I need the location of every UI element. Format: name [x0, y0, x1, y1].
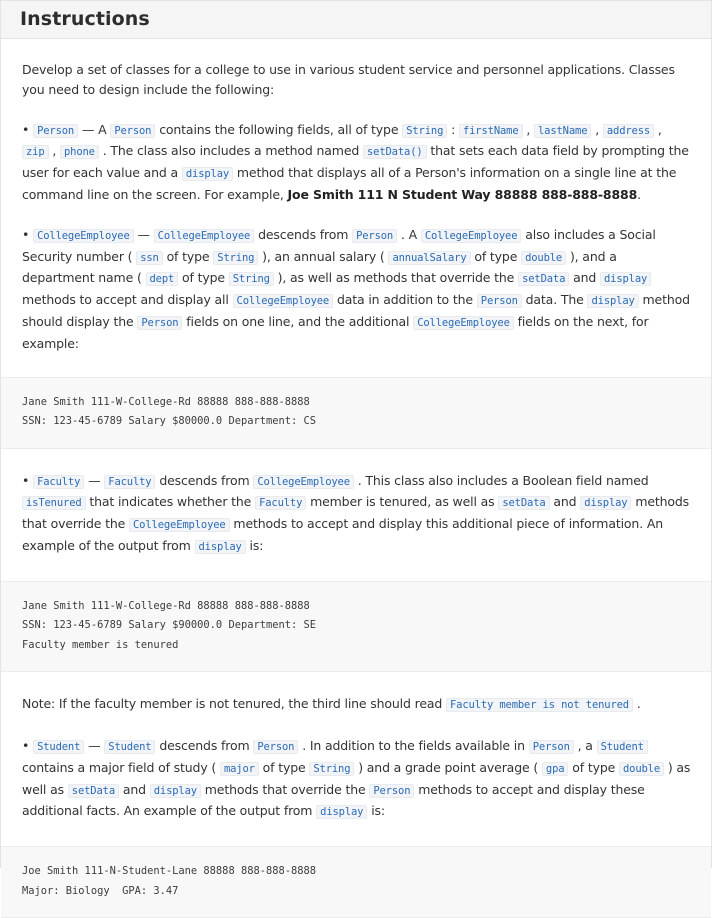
code-string: String [309, 762, 354, 776]
code-person: Person [352, 229, 397, 243]
text: ) as well as [22, 759, 691, 797]
code-display: display [600, 272, 651, 286]
bullet: • [22, 738, 30, 754]
code-student: Student [104, 740, 155, 754]
code-example-faculty: Jane Smith 111-W-College-Rd 88888 888-888-8888 SSN: 123-45-6789 Salary $90000.0 Department: SE Faculty member is tenured [1, 581, 711, 673]
code-double: double [521, 251, 566, 265]
code-not-tenured: Faculty member is not tenured [446, 698, 633, 712]
text: that indicates whether the [89, 494, 252, 510]
college-employee-paragraph [22, 205, 691, 354]
text: , [657, 121, 662, 137]
intro-paragraph: Develop a set of classes for a college to use in various student service and personnel applications. Classes you need to design include the following: [22, 62, 675, 97]
student-paragraph [22, 716, 691, 823]
text: of type [262, 759, 306, 775]
text: , [595, 121, 600, 137]
code-setdata: setData [498, 496, 549, 510]
text: methods to accept and display this additional piece of information. An example of the output from [22, 516, 664, 553]
text: methods that override the [22, 494, 690, 532]
text: of type [474, 248, 518, 264]
text: . The class also includes a method named [102, 143, 360, 159]
text: . A [400, 226, 417, 242]
code-collegeemployee: CollegeEmployee [129, 518, 230, 532]
text: ), as well as methods that override the [277, 270, 515, 286]
code-setdata: setData() [363, 145, 427, 159]
code-lastname: lastName [534, 124, 591, 138]
text: data in addition to the [336, 292, 473, 308]
text: methods to accept and display all [22, 292, 229, 308]
code-collegeemployee: CollegeEmployee [233, 294, 334, 308]
page-title: Instructions [20, 8, 150, 30]
code-example-student: Joe Smith 111-N-Student-Lane 88888 888-888-8888 Major: Biology GPA: 3.47 [1, 846, 711, 918]
text: is: [371, 803, 385, 819]
text: and [122, 781, 146, 797]
text: ) and a grade point average ( [358, 759, 539, 775]
code-person: Person [369, 784, 414, 798]
code-display: display [182, 167, 233, 181]
code-display: display [150, 784, 201, 798]
code-collegeemployee: CollegeEmployee [421, 229, 522, 243]
text: fields on the next, for example: [22, 313, 649, 351]
bullet: • [22, 226, 30, 242]
text: contains the following fields, all of type [159, 121, 399, 137]
code-display: display [587, 294, 638, 308]
code-display: display [195, 540, 246, 554]
text: and [573, 270, 597, 286]
instructions-content [1, 39, 711, 918]
text: , a [577, 738, 593, 754]
text: data. The [525, 292, 584, 308]
text: . In addition to the fields available in [302, 738, 525, 754]
code-firstname: firstName [459, 124, 523, 138]
code-person: Person [529, 740, 574, 754]
code-faculty: Faculty [104, 475, 155, 489]
code-ssn: ssn [136, 251, 163, 265]
text: descends from [258, 226, 349, 242]
text: — [137, 226, 150, 242]
code-person: Person [253, 740, 298, 754]
code-annualsalary: annualSalary [388, 251, 470, 265]
code-address: address [603, 124, 654, 138]
code-string: String [229, 272, 274, 286]
text: fields on one line, and the additional [186, 313, 410, 329]
code-double: double [619, 762, 664, 776]
code-person: Person [477, 294, 522, 308]
panel-header [1, 0, 711, 39]
code-person: Person [137, 316, 182, 330]
text: . [637, 186, 641, 202]
note-paragraph [22, 672, 691, 716]
code-display: display [316, 805, 367, 819]
bullet: • [22, 121, 30, 137]
code-student: Student [33, 740, 84, 754]
text: ), an annual salary ( [262, 248, 385, 264]
text: also includes a Social Security number ( [22, 226, 656, 264]
text: method that displays all of a Person's information on a single line at the command line on the screen. For example, [22, 165, 677, 202]
code-gpa: gpa [542, 762, 569, 776]
text: Note: If the faculty member is not tenured, the third line should read [22, 696, 443, 712]
code-faculty: Faculty [255, 496, 306, 510]
code-string: String [213, 251, 258, 265]
faculty-paragraph [22, 449, 691, 558]
code-collegeemployee: CollegeEmployee [253, 475, 354, 489]
text: ), and a department name ( [22, 248, 617, 286]
text: method should display the [22, 292, 690, 329]
code-dept: dept [146, 272, 179, 286]
text: of type [572, 759, 616, 775]
code-person: Person [33, 124, 78, 138]
text: member is tenured, as well as [310, 494, 495, 510]
code-collegeemployee: CollegeEmployee [154, 229, 255, 243]
code-display: display [580, 496, 631, 510]
text: — A [81, 121, 107, 137]
text: — [88, 472, 101, 488]
code-setdata: setData [518, 272, 569, 286]
bullet: • [22, 472, 30, 488]
code-faculty: Faculty [33, 475, 84, 489]
code-example-employee: Jane Smith 111-W-College-Rd 88888 888-888-8888 SSN: 123-45-6789 Salary $80000.0 Department: CS [1, 377, 711, 449]
code-setdata: setData [68, 784, 119, 798]
text: methods that override the [204, 781, 366, 797]
text: is: [249, 537, 264, 553]
text: , [526, 121, 531, 137]
text: of type [182, 270, 225, 286]
text: descends from [159, 472, 250, 488]
code-collegeemployee: CollegeEmployee [33, 229, 134, 243]
text: methods to accept and display these additional facts. An example of the output from [22, 781, 645, 819]
code-collegeemployee: CollegeEmployee [413, 316, 514, 330]
text: descends from [159, 738, 250, 754]
code-student: Student [597, 740, 648, 754]
text: . This class also includes a Boolean field named [357, 472, 649, 488]
example-bold: Joe Smith 111 N Student Way 88888 888-888-8888 [287, 186, 638, 202]
text: contains a major field of study ( [22, 759, 217, 775]
code-string: String [402, 124, 447, 138]
text: , [52, 143, 57, 159]
text: — [88, 738, 101, 754]
text: and [553, 494, 577, 510]
code-zip: zip [22, 145, 49, 159]
text: : [451, 121, 456, 137]
code-istenured: isTenured [22, 496, 86, 510]
text: of type [166, 248, 210, 264]
person-paragraph [22, 100, 691, 205]
text: . [636, 696, 641, 712]
code-phone: phone [60, 145, 99, 159]
code-major: major [220, 762, 259, 776]
text: that sets each data field by prompting the user for each value and a [22, 143, 689, 181]
code-person: Person [110, 124, 155, 138]
